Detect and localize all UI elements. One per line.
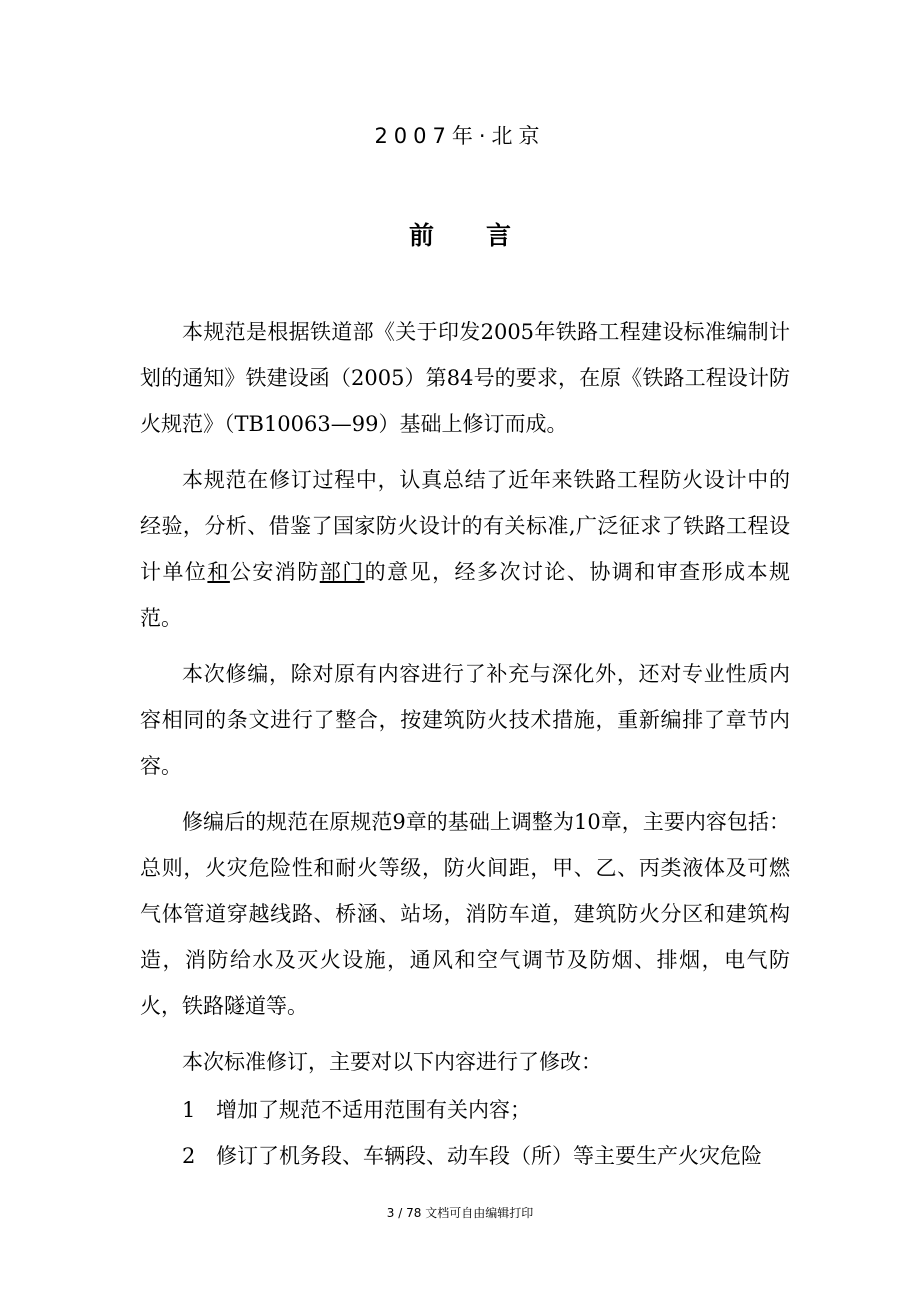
list-item: [140, 1133, 790, 1179]
paragraph-1: 本规范是根据铁道部《关于印发2005年铁路工程建设标准编制计划的通知》铁建设函（2005）第84号的要求，在原《铁路工程设计防火规范》（TB10063—99）基础上修订而成。: [140, 320, 790, 436]
dateline: 2007年·北京: [374, 124, 546, 148]
list-item: [140, 1087, 790, 1133]
underlined-text: 部门: [319, 560, 365, 584]
list-number: 2: [182, 1144, 196, 1168]
paragraph-2-part-b: 公安消防: [229, 560, 320, 584]
paragraph-2-part-a: 本规范在修订过程中，认真总结了近年来铁路工程防火设计中的经验，分析、借鉴了国家防火设计的有关标准,广泛征求了铁路工程设计单位: [140, 468, 790, 584]
paragraph-2: [140, 457, 790, 641]
section-heading: [0, 216, 920, 252]
list-text: 修订了机务段、车辆段、动车段（所）等主要生产火灾危险: [216, 1144, 762, 1168]
heading-char-1: 前: [408, 221, 434, 250]
paragraph-2-part-c: 的意见，经多次讨论、协调和审查形成本规范。: [140, 560, 791, 630]
paragraph-3: 本次修编，除对原有内容进行了补充与深化外，还对专业性质内容相同的条文进行了整合，按建筑防火技术措施，重新编排了章节内容。: [140, 662, 790, 778]
paragraph-4: 修编后的规范在原规范9章的基础上调整为10章，主要内容包括：总则，火灾危险性和耐火等级，防火间距，甲、乙、丙类液体及可燃气体管道穿越线路、桥涵、站场，消防车道，建筑防火分区和建筑构造，消防给水及灭火设施，通风和空气调节及防烟、排烟，电气防火，铁路隧道等。: [140, 810, 790, 1018]
list-text: 增加了规范不适用范围有关内容；: [216, 1098, 531, 1122]
heading-char-2: 言: [486, 221, 512, 250]
list-number: 1: [182, 1098, 196, 1122]
paragraph-5: 本次标准修订，主要对以下内容进行了修改：: [182, 1050, 602, 1074]
body-text: [140, 309, 790, 1179]
page-footer: 3 / 78 文档可自由编辑打印: [386, 1206, 534, 1220]
underlined-text: 和: [207, 560, 230, 584]
